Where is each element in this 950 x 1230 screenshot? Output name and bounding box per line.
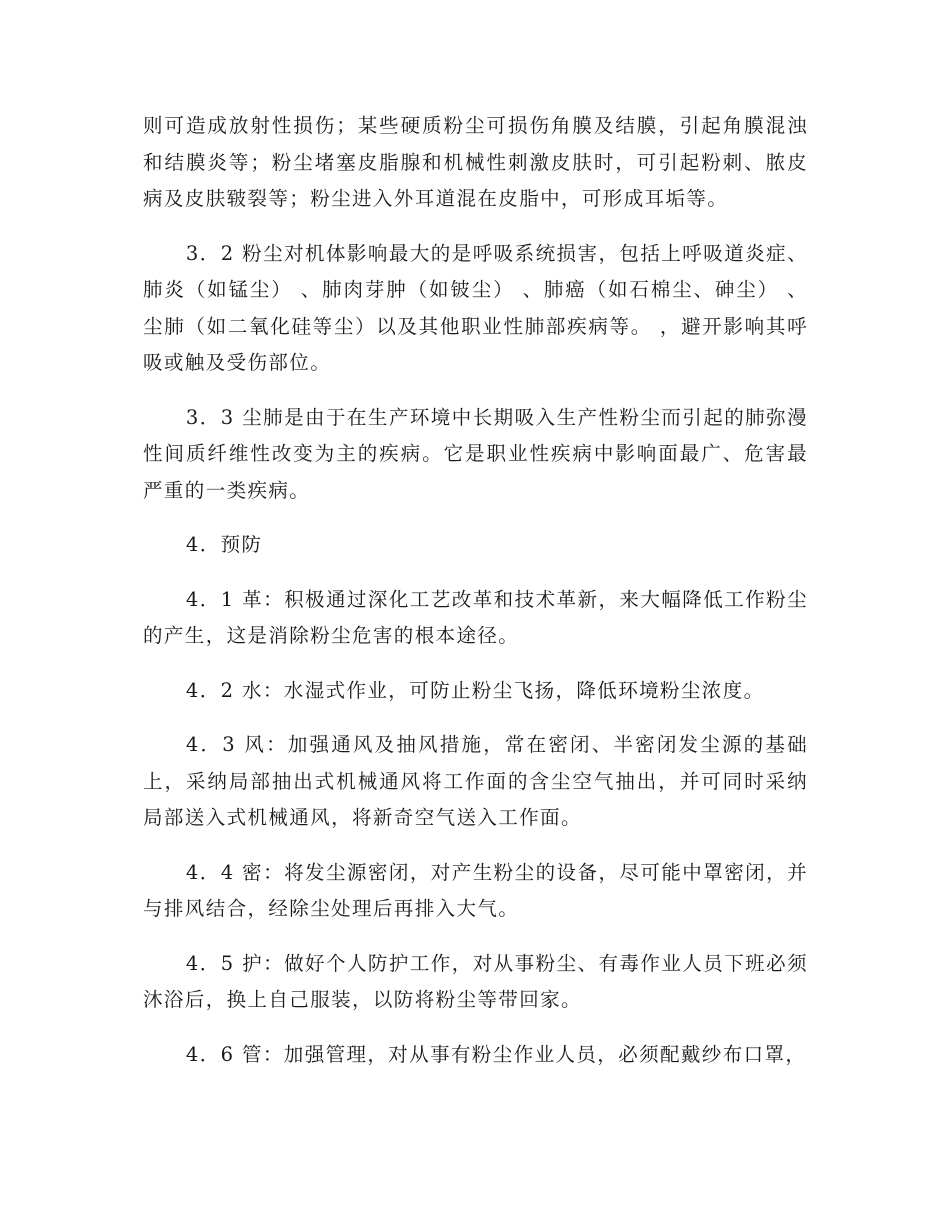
paragraph-continuation: 则可造成放射性损伤；某些硬质粉尘可损伤角膜及结膜，引起角膜混浊和结膜炎等；粉尘堵塞皮脂腺和机械性刺激皮肤时，可引起粉刺、脓皮病及皮肤皲裂等；粉尘进入外耳道混在皮脂中，可形成耳垢等。: [143, 114, 808, 210]
document-body: [143, 108, 808, 1091]
section-heading-prevention: 4．预防: [185, 533, 263, 556]
paragraph-4-3: 4．3 风：加强通风及抽风措施，常在密闭、半密闭发尘源的基础上，采纳局部抽出式机械通风将工作面的含尘空气抽出，并可同时采纳局部送入式机械通风，将新奇空气送入工作面。: [143, 733, 808, 829]
paragraph-4-6: 4．6 管：加强管理，对从事有粉尘作业人员，必须配戴纱布口罩，: [185, 1042, 807, 1066]
paragraph-4-2: 4．2 水：水湿式作业，可防止粉尘飞扬，降低环境粉尘浓度。: [185, 678, 765, 702]
paragraph-4-4: 4．4 密：将发尘源密闭，对产生粉尘的设备，尽可能中罩密闭，并与排风结合，经除尘处理后再排入大气。: [143, 860, 808, 920]
paragraph-3-3: 3．3 尘肺是由于在生产环境中长期吸入生产性粉尘而引起的肺弥漫性间质纤维性改变为主的疾病。它是职业性疾病中影响面最广、危害最严重的一类疾病。: [143, 405, 808, 502]
paragraph-3-2: 3．2 粉尘对机体影响最大的是呼吸系统损害，包括上呼吸道炎症、肺炎（如锰尘） 、肺肉芽肿（如铍尘） 、肺癌（如石棉尘、砷尘） 、尘肺（如二氧化硅等尘）以及其他职业性肺部疾病等。 ，避开影响其呼吸或触及受伤部位。: [143, 241, 808, 374]
paragraph-4-1: 4．1 革：积极通过深化工艺改革和技术革新，来大幅降低工作粉尘的产生，这是消除粉尘危害的根本途径。: [143, 587, 808, 647]
paragraph-4-5: 4．5 护：做好个人防护工作，对从事粉尘、有毒作业人员下班必须沐浴后，换上自己服装，以防将粉尘等带回家。: [143, 951, 808, 1011]
